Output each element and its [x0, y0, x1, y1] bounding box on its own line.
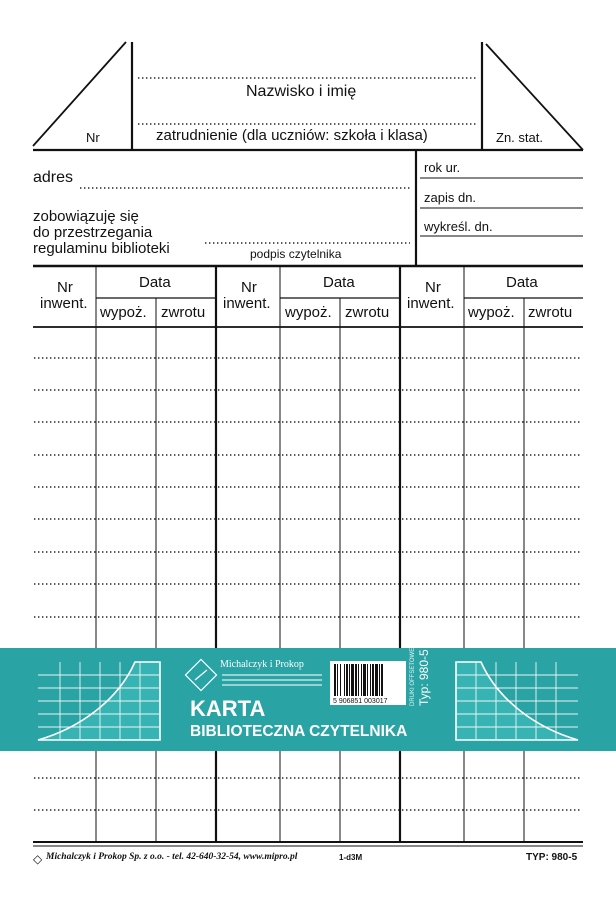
nr-label: Nr	[86, 130, 100, 145]
employment-label: zatrudnienie (dla uczniów: szkoła i klasa)	[156, 127, 428, 144]
publisher-logo-text: Michalczyk i Prokop	[220, 659, 304, 670]
address-label: adres	[33, 169, 74, 186]
barcode-digits: 5 906851 003017	[333, 698, 388, 705]
col-return: zwrotu	[528, 304, 573, 321]
barcode-bar	[340, 664, 341, 696]
col-nr-line1: Nr	[241, 279, 257, 296]
fine-print-lines	[222, 675, 322, 685]
print-note: DRUKI OFFSETOWE	[410, 647, 416, 706]
col-data: Data	[323, 274, 355, 291]
col-nr-line1: Nr	[57, 279, 73, 296]
barcode-bar	[355, 664, 357, 696]
pledge-line-2: do przestrzegania	[33, 224, 153, 241]
barcode-bar	[381, 664, 383, 696]
barcode-bar	[358, 664, 359, 696]
signature-label: podpis czytelnika	[250, 247, 342, 261]
barcode-bar	[363, 664, 366, 696]
col-loan: wypoż.	[100, 304, 147, 321]
enrolled-label: zapis dn.	[424, 190, 477, 205]
barcode-bar	[379, 664, 380, 696]
birth-year-label: rok ur.	[424, 160, 461, 175]
curve-graphic-right	[456, 662, 578, 740]
col-nr-line2: inwent.	[223, 295, 271, 312]
curve-graphic-left	[30, 662, 160, 744]
footer-type: TYP: 980-5	[526, 852, 578, 863]
print-type: Typ: 980-5	[417, 649, 431, 706]
col-return: zwrotu	[345, 304, 390, 321]
barcode-bar	[370, 664, 371, 696]
barcode-bar	[351, 664, 354, 696]
card-title: KARTA	[190, 696, 266, 721]
logo-icon	[185, 659, 216, 690]
card-subtitle: BIBLIOTECZNA CZYTELNIKA	[190, 723, 408, 740]
barcode-bar	[349, 664, 350, 696]
col-data: Data	[506, 274, 538, 291]
barcode	[334, 664, 402, 696]
col-loan: wypoż.	[285, 304, 332, 321]
footer-logo-icon: ◇	[33, 852, 43, 866]
pledge-line-3: regulaminu biblioteki	[33, 240, 170, 257]
col-nr-line2: inwent.	[407, 295, 455, 312]
barcode-bar	[367, 664, 368, 696]
footer-code: 1-d3M	[339, 853, 363, 862]
barcode-bar	[372, 664, 374, 696]
barcode-bar	[337, 664, 338, 696]
removed-label: wykreśl. dn.	[424, 219, 493, 234]
pledge-line-1: zobowiązuję się	[33, 208, 139, 225]
barcode-bar	[361, 664, 362, 696]
col-nr-line1: Nr	[425, 279, 441, 296]
barcode-bar	[334, 664, 336, 696]
name-label: Nazwisko i imię	[246, 83, 357, 100]
status-label: Zn. stat.	[496, 130, 543, 145]
col-nr-line2: inwent.	[40, 295, 88, 312]
barcode-bar	[375, 664, 378, 696]
col-loan: wypoż.	[468, 304, 515, 321]
footer-publisher-info: Michalczyk i Prokop Sp. z o.o. - tel. 42-640-32-54, www.mipro.pl	[46, 852, 298, 862]
col-return: zwrotu	[161, 304, 206, 321]
barcode-bar	[344, 664, 345, 696]
barcode-bar	[346, 664, 348, 696]
col-data: Data	[139, 274, 171, 291]
